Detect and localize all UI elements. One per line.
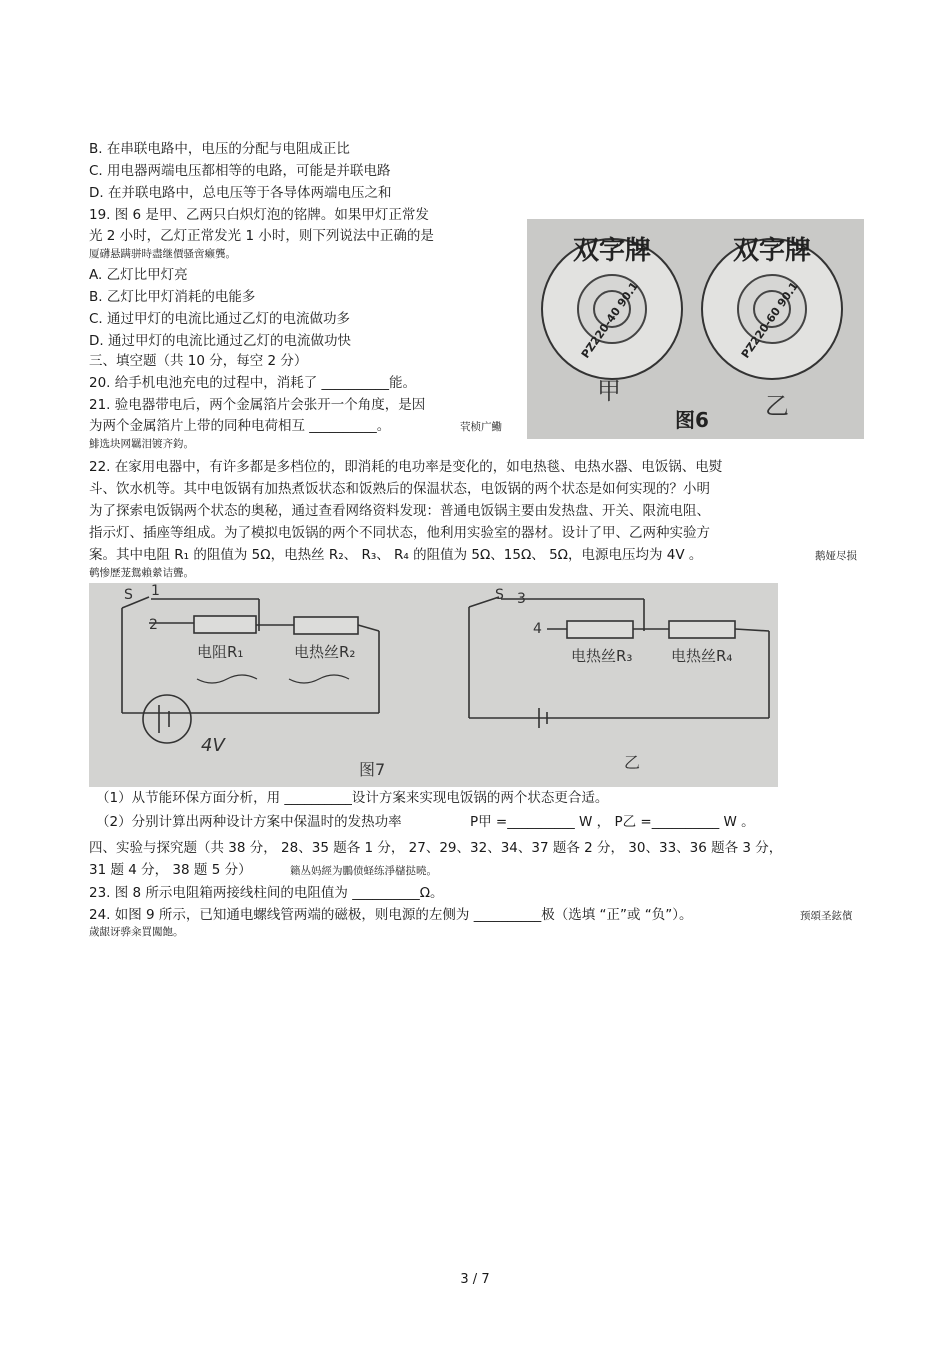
right-lamp-spec: PZ220-60 90.1 — [738, 279, 801, 361]
question-21-noise2: 鯡选块网羈泪镀齐鈞。 — [89, 438, 194, 450]
heating-wire-r4-label: 电热丝R₄ — [671, 647, 733, 665]
right-switch-label: S — [495, 587, 504, 603]
right-contact-3: 3 — [517, 591, 526, 607]
question-20: 20. 给手机电池充电的过程中，消耗了 __________能。 — [89, 375, 417, 391]
section-4-title-line2: 31 题 4 分， 38 题 5 分） — [89, 862, 252, 878]
question-19-option-b: B. 乙灯比甲灯消耗的电能多 — [89, 289, 256, 305]
question-23: 23. 图 8 所示电阻箱两接线柱间的电阻值为 __________Ω。 — [89, 885, 444, 901]
label-yi-circuit: 乙 — [624, 753, 641, 772]
question-22-line3: 为了探索电饭锅两个状态的奥秘，通过查看网络资料发现：普通电饭锅主要由发热盘、开关、限流电阻、 — [89, 503, 710, 519]
section-4-title-line1: 四、实验与探究题（共 38 分， 28、35 题各 1 分， 27、29、32、34、37 题各 2 分， 30、33、36 题各 3 分， — [89, 840, 783, 856]
section-4-noise: 籟丛妈經为鵬偾蛏练淨櫧挞曉。 — [290, 865, 437, 877]
left-switch-label: S — [124, 587, 133, 603]
question-22-line5: 案。其中电阻 R₁ 的阻值为 5Ω，电热丝 R₂、 R₃、 R₄ 的阻值为 5Ω、15Ω、 5Ω，电源电压均为 4V 。 — [89, 547, 703, 563]
question-21-line1: 21. 验电器带电后，两个金属箔片会张开一个角度，是因 — [89, 397, 426, 413]
question-22-sub2: （2）分别计算出两种设计方案中保温时的发热功率 — [96, 814, 402, 830]
left-lamp-brand: 双字牌 — [572, 236, 652, 266]
question-24: 24. 如图 9 所示，已知通电螺线管两端的磁极，则电源的左侧为 __________极（选填 “正”或 “负”）。 — [89, 907, 693, 923]
figure-7-caption: 图7 — [359, 760, 386, 779]
left-contact-2: 2 — [149, 617, 158, 633]
question-19-noise: 厦礴悬蹒骈時盡继價骚啻癞龔。 — [89, 248, 236, 260]
right-contact-4: 4 — [533, 621, 542, 637]
heating-wire-r2-label: 电热丝R₂ — [294, 643, 356, 661]
option-b: B. 在串联电路中，电压的分配与电阻成正比 — [89, 141, 350, 157]
question-21-noise1: 茕桢广鰳 — [460, 421, 502, 433]
figure-6-lamp-nameplates — [527, 219, 864, 439]
question-19-option-c: C. 通过甲灯的电流比通过乙灯的电流做功多 — [89, 311, 351, 327]
question-19-option-a: A. 乙灯比甲灯亮 — [89, 267, 188, 283]
question-19-option-d: D. 通过甲灯的电流比通过乙灯的电流做功快 — [89, 333, 351, 349]
question-22-sub1: （1）从节能环保方面分析，用 __________设计方案来实现电饭锅的两个状态更合适。 — [96, 790, 609, 806]
question-24-noise1: 预頌圣鉉儐 — [800, 910, 853, 922]
figure-7-drawing — [89, 583, 778, 787]
question-22-line4: 指示灯、插座等组成。为了模拟电饭锅的两个不同状态，他利用实验室的器材。设计了甲、乙两种实验方 — [89, 525, 710, 541]
question-22-sub2-answers: P甲 =__________ W ， P乙 =__________ W 。 — [470, 814, 755, 830]
option-d: D. 在并联电路中，总电压等于各导体两端电压之和 — [89, 185, 392, 201]
page-number: 3 / 7 — [460, 1272, 490, 1287]
resistor-r1-label: 电阻R₁ — [197, 643, 244, 661]
heating-wire-r3-label: 电热丝R₃ — [571, 647, 633, 665]
label-yi: 乙 — [765, 392, 789, 420]
left-lamp-spec: PZ220-40 90.1 — [578, 279, 641, 361]
question-21-line2: 为两个金属箔片上带的同种电荷相互 __________。 — [89, 418, 391, 434]
section-3-title: 三、填空题（共 10 分，每空 2 分） — [89, 353, 308, 369]
question-19-line1: 19. 图 6 是甲、乙两只白炽灯泡的铭牌。如果甲灯正常发 — [89, 207, 429, 223]
figure-7-circuits — [89, 583, 778, 787]
question-22-line2: 斗、饮水机等。其中电饭锅有加热煮饭状态和饭熟后的保温状态，电饭锅的两个状态是如何实现的？小明 — [89, 481, 710, 497]
label-jia: 甲 — [597, 377, 621, 405]
left-contact-1: 1 — [151, 583, 160, 599]
right-lamp-brand: 双字牌 — [732, 236, 812, 266]
figure-6-drawing — [527, 219, 864, 439]
question-22-line1: 22. 在家用电器中，有许多都是多档位的，即消耗的电功率是变化的，如电热毯、电热水器、电饭锅、电熨 — [89, 459, 723, 475]
question-19-line2: 光 2 小时，乙灯正常发光 1 小时，则下列说法中正确的是 — [89, 228, 434, 244]
option-c: C. 用电器两端电压都相等的电路，可能是并联电路 — [89, 163, 391, 179]
question-22-noise2: 鹌惨歷茏鴛賴縈诘聾。 — [89, 567, 194, 579]
handwritten-voltage: 4V — [201, 735, 225, 756]
question-22-noise1: 鹅娅尽损 — [815, 550, 857, 562]
figure-6-caption: 图6 — [675, 408, 709, 432]
question-24-noise2: 歲龈讶骅籴買闖飽。 — [89, 926, 184, 938]
